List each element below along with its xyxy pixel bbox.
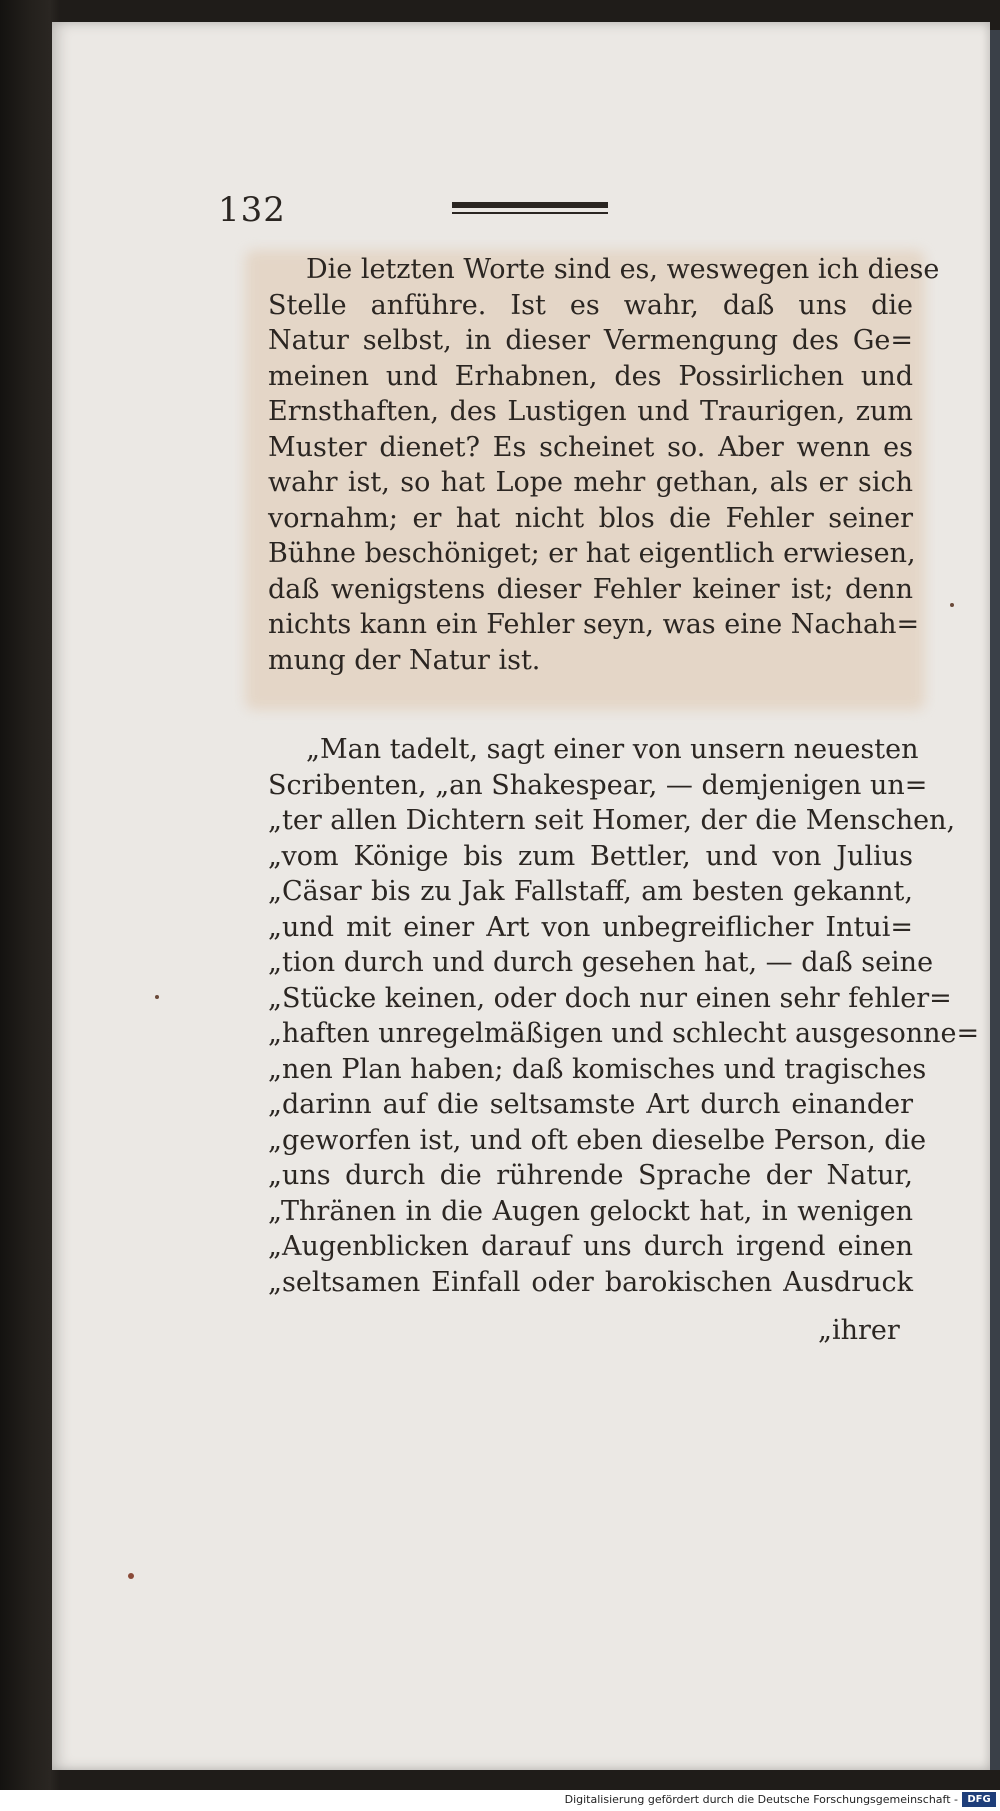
- page-speck: [950, 603, 954, 607]
- text-line: „Augenblicken darauf uns durch irgend einen: [268, 1231, 913, 1262]
- text-line: Ernsthaften, des Lustigen und Traurigen, zum: [268, 396, 913, 427]
- text-line: vornahm; er hat nicht blos die Fehler seiner: [268, 502, 913, 534]
- text-line: mung der Natur ist.: [268, 644, 541, 676]
- catchword: „ihrer: [818, 1315, 900, 1346]
- book-edge: [990, 30, 1000, 1770]
- dfg-logo: DFG: [962, 1792, 996, 1807]
- text-line: „Man tadelt, sagt einer von unsern neuesten: [306, 734, 919, 765]
- text-line: „nen Plan haben; daß komisches und tragisches: [268, 1053, 927, 1085]
- text-line: nichts kann ein Fehler seyn, was eine Nachah=: [268, 609, 920, 640]
- text-line: „darinn auf die seltsamste Art durch einander: [268, 1089, 913, 1120]
- text-line: „tion durch und durch gesehen hat, — daß seine: [268, 947, 934, 978]
- text-line: „und mit einer Art von unbegreiflicher Intui=: [268, 911, 913, 943]
- footer-credit: Digitalisierung gefördert durch die Deutsche Forschungsgemeinschaft -: [564, 1793, 958, 1806]
- text-line: Muster dienet? Es scheinet so. Aber wenn es: [268, 431, 913, 463]
- text-line: „haften unregelmäßigen und schlecht ausgesonne=: [268, 1018, 980, 1049]
- text-line: „Thränen in die Augen gelockt hat, in wenigen: [268, 1195, 913, 1227]
- paragraph-2: [268, 732, 980, 1300]
- digitization-footer: [0, 1790, 1000, 1811]
- text-line: „uns durch die rührende Sprache der Natur,: [268, 1160, 913, 1191]
- text-line: „Cäsar bis zu Jak Fallstaff, am besten gekannt,: [268, 876, 913, 907]
- text-line: „ter allen Dichtern seit Homer, der die Menschen,: [268, 805, 956, 836]
- text-line: Scribenten, „an Shakespear, — demjenigen un=: [268, 769, 928, 801]
- page-number: 132: [218, 190, 286, 230]
- text-line: Natur selbst, in dieser Vermengung des Ge=: [268, 325, 913, 356]
- text-line: „vom Könige bis zum Bettler, und von Julius: [268, 840, 913, 872]
- text-line: daß wenigstens dieser Fehler keiner ist; denn: [268, 573, 913, 605]
- text-line: „seltsamen Einfall oder barokischen Ausdruck: [268, 1266, 913, 1298]
- page-speck: [155, 995, 159, 999]
- text-line: Bühne beschöniget; er hat eigentlich erwiesen,: [268, 538, 916, 569]
- paragraph-1: [268, 252, 940, 678]
- text-line: meinen und Erhabnen, des Possirlichen und: [268, 360, 913, 392]
- header-rule: [452, 202, 608, 214]
- page-speck: [128, 1573, 134, 1579]
- text-line: Die letzten Worte sind es, weswegen ich diese: [306, 254, 940, 285]
- text-line: „Stücke keinen, oder doch nur einen sehr fehler=: [268, 982, 952, 1014]
- text-line: Stelle anführe. Ist es wahr, daß uns die: [268, 289, 913, 321]
- text-line: wahr ist, so hat Lope mehr gethan, als er sich: [268, 467, 913, 498]
- text-line: „geworfen ist, und oft eben dieselbe Person, die: [268, 1124, 927, 1156]
